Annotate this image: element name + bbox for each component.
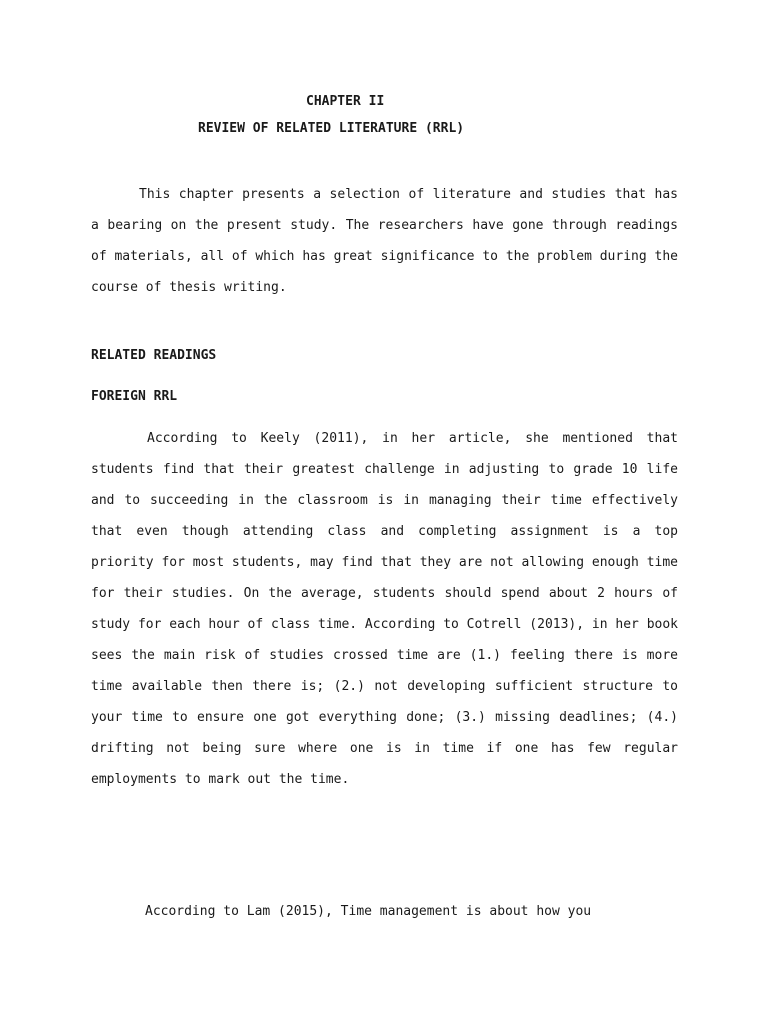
paragraph-keely: According to Keely (2011), in her article, she mentioned that students find that their greatest challenge in adjusting to grade 10 life and to succeeding in the classroom is in managing their time effectively that even though attending class and completing assignment is a top priority for most students, may find that they are not allowing enough time for their studies. On the average, students should spend about 2 hours of study for each hour of class time. According to Cotrell (2013), in her book sees the main risk of studies crossed time are (1.) feeling there is more time available then there is; (2.) not developing sufficient structure to your time to ensure one got everything done; (3.) missing deadlines; (4.) drifting not being sure where one is in time if one has few regular employments to mark out the time. [91, 431, 678, 787]
subsection-heading-foreign-rrl: FOREIGN RRL [91, 389, 178, 404]
intro-paragraph: This chapter presents a selection of literature and studies that has a bearing on the present study. The researchers have gone through readings of materials, all of which has great significance to the problem during the course of thesis writing. [91, 187, 678, 295]
chapter-label: CHAPTER II [306, 94, 385, 109]
paragraph-lam: According to Lam (2015), Time management is about how you [145, 904, 592, 919]
chapter-title: REVIEW OF RELATED LITERATURE (RRL) [198, 121, 465, 136]
section-heading-related-readings: RELATED READINGS [91, 348, 217, 363]
